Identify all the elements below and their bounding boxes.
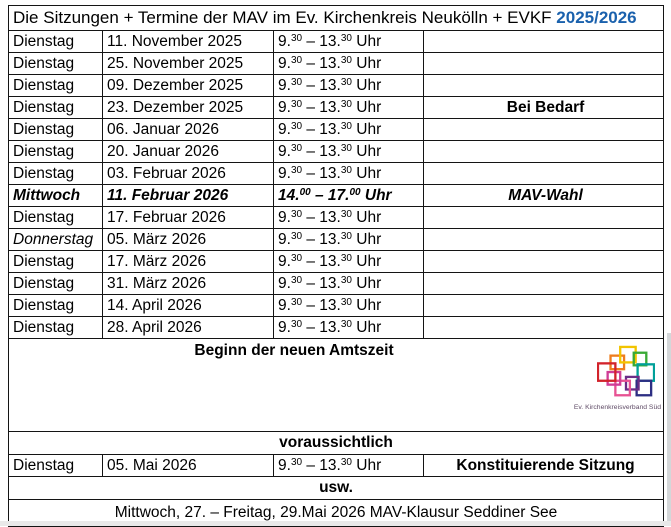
date-cell: 14. April 2026 bbox=[103, 295, 274, 317]
day-cell: Dienstag bbox=[9, 295, 103, 317]
table-row bbox=[9, 207, 664, 229]
voraussichtlich-label: voraussichtlich bbox=[9, 432, 664, 455]
table-row bbox=[9, 251, 664, 273]
klausur-label: Mittwoch, 27. – Freitag, 29.Mai 2026 MAV-Klausur Seddiner See bbox=[9, 500, 664, 527]
table-row bbox=[9, 141, 664, 163]
time-cell: 14.00 – 17.00 Uhr bbox=[274, 185, 424, 207]
note-cell: MAV-Wahl bbox=[424, 185, 664, 207]
date-cell: 20. Januar 2026 bbox=[103, 141, 274, 163]
day-cell: Dienstag bbox=[9, 273, 103, 295]
page-title bbox=[9, 6, 664, 31]
date-cell: 23. Dezember 2025 bbox=[103, 97, 274, 119]
date-cell: 03. Februar 2026 bbox=[103, 163, 274, 185]
note-cell bbox=[424, 53, 664, 75]
day-cell: Dienstag bbox=[9, 163, 103, 185]
note-cell bbox=[424, 31, 664, 53]
table-row bbox=[9, 119, 664, 141]
note-cell bbox=[424, 163, 664, 185]
note-cell bbox=[424, 251, 664, 273]
window-right-edge bbox=[667, 333, 671, 521]
note-cell bbox=[424, 317, 664, 339]
table-row bbox=[9, 273, 664, 295]
table-row bbox=[9, 31, 664, 53]
title-main: Die Sitzungen + Termine der MAV im Ev. Kirchenkreis Neukölln + EVKF bbox=[13, 7, 557, 27]
time-cell: 9.30 – 13.30 Uhr bbox=[274, 31, 424, 53]
time-cell: 9.30 – 13.30 Uhr bbox=[274, 119, 424, 141]
kirchenkreisverband-logo bbox=[561, 345, 661, 411]
note-cell bbox=[424, 75, 664, 97]
time-cell: 9.30 – 13.30 Uhr bbox=[274, 207, 424, 229]
date-cell: 31. März 2026 bbox=[103, 273, 274, 295]
day-cell: Dienstag bbox=[9, 141, 103, 163]
window-bottom-edge bbox=[0, 521, 671, 526]
table-row bbox=[9, 75, 664, 97]
time-cell: 9.30 – 13.30 Uhr bbox=[274, 295, 424, 317]
table-row bbox=[9, 185, 664, 207]
schedule-body bbox=[9, 6, 664, 527]
date-cell: 11. Februar 2026 bbox=[103, 185, 274, 207]
date-cell: 05. März 2026 bbox=[103, 229, 274, 251]
day-cell: Dienstag bbox=[9, 97, 103, 119]
day-cell: Mittwoch bbox=[9, 185, 103, 207]
interlocking-squares-icon bbox=[597, 345, 655, 403]
title-year: 2025/2026 bbox=[556, 7, 637, 27]
voraussichtlich-row bbox=[9, 432, 664, 455]
date-cell: 05. Mai 2026 bbox=[103, 455, 274, 477]
table-row bbox=[9, 295, 664, 317]
table-row bbox=[9, 229, 664, 251]
note-cell: Bei Bedarf bbox=[424, 97, 664, 119]
table-row bbox=[9, 97, 664, 119]
day-cell: Dienstag bbox=[9, 207, 103, 229]
table-row bbox=[9, 53, 664, 75]
note-cell bbox=[424, 207, 664, 229]
schedule-sheet bbox=[8, 5, 664, 527]
time-cell: 9.30 – 13.30 Uhr bbox=[274, 229, 424, 251]
day-cell: Dienstag bbox=[9, 455, 103, 477]
day-cell: Dienstag bbox=[9, 31, 103, 53]
note-cell bbox=[424, 229, 664, 251]
day-cell: Dienstag bbox=[9, 251, 103, 273]
note-cell bbox=[424, 141, 664, 163]
amtszeit-cell bbox=[9, 339, 664, 432]
time-cell: 9.30 – 13.30 Uhr bbox=[274, 273, 424, 295]
time-cell: 9.30 – 13.30 Uhr bbox=[274, 455, 424, 477]
title-row bbox=[9, 6, 664, 31]
date-cell: 17. Februar 2026 bbox=[103, 207, 274, 229]
day-cell: Donnerstag bbox=[9, 229, 103, 251]
note-cell bbox=[424, 295, 664, 317]
note-cell bbox=[424, 273, 664, 295]
time-cell: 9.30 – 13.30 Uhr bbox=[274, 317, 424, 339]
date-cell: 11. November 2025 bbox=[103, 31, 274, 53]
amtszeit-heading: Beginn der neuen Amtszeit bbox=[194, 342, 394, 359]
time-cell: 9.30 – 13.30 Uhr bbox=[274, 163, 424, 185]
day-cell: Dienstag bbox=[9, 75, 103, 97]
date-cell: 09. Dezember 2025 bbox=[103, 75, 274, 97]
usw-row bbox=[9, 477, 664, 500]
time-cell: 9.30 – 13.30 Uhr bbox=[274, 141, 424, 163]
time-cell: 9.30 – 13.30 Uhr bbox=[274, 75, 424, 97]
time-cell: 9.30 – 13.30 Uhr bbox=[274, 97, 424, 119]
day-cell: Dienstag bbox=[9, 317, 103, 339]
day-cell: Dienstag bbox=[9, 119, 103, 141]
table-row-final bbox=[9, 455, 664, 477]
usw-label: usw. bbox=[9, 477, 664, 500]
date-cell: 06. Januar 2026 bbox=[103, 119, 274, 141]
time-cell: 9.30 – 13.30 Uhr bbox=[274, 251, 424, 273]
date-cell: 25. November 2025 bbox=[103, 53, 274, 75]
date-cell: 17. März 2026 bbox=[103, 251, 274, 273]
note-cell bbox=[424, 119, 664, 141]
amtszeit-row bbox=[9, 339, 664, 432]
table-row bbox=[9, 317, 664, 339]
schedule-table bbox=[8, 5, 664, 527]
day-cell: Dienstag bbox=[9, 53, 103, 75]
note-cell: Konstituierende Sitzung bbox=[424, 455, 664, 477]
logo-caption: Ev. Kirchenkreisverband Süd bbox=[573, 404, 662, 411]
table-row bbox=[9, 163, 664, 185]
date-cell: 28. April 2026 bbox=[103, 317, 274, 339]
time-cell: 9.30 – 13.30 Uhr bbox=[274, 53, 424, 75]
